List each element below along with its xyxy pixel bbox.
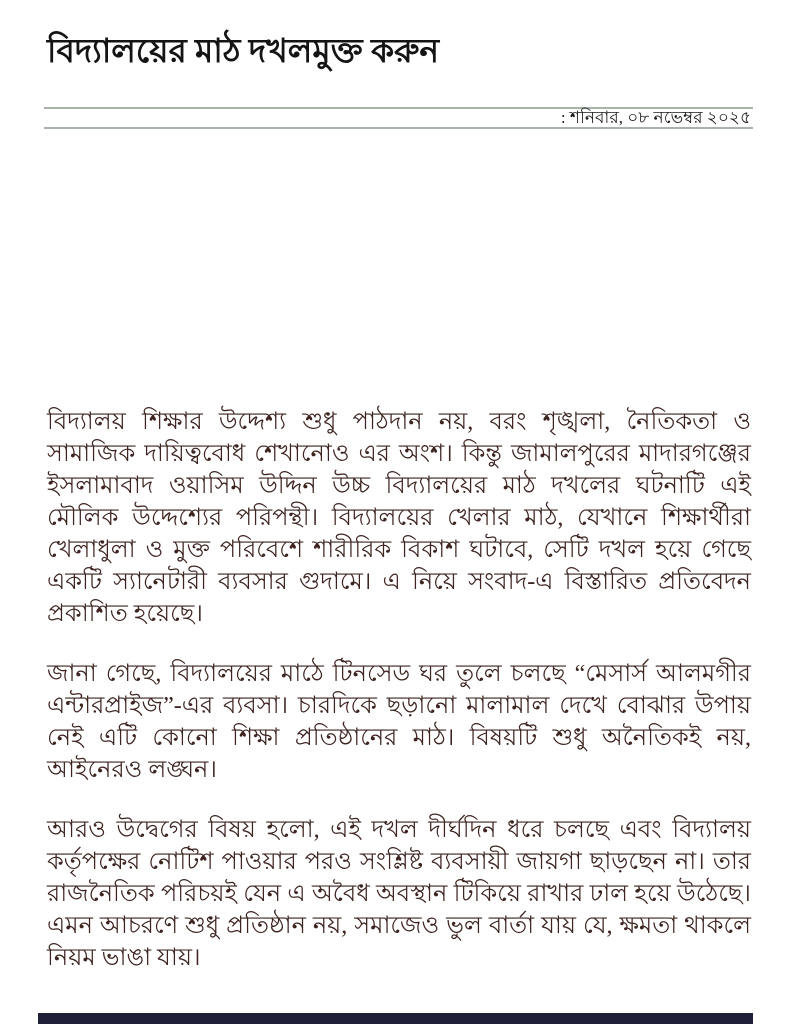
footer-strip bbox=[38, 1013, 753, 1024]
article-paragraph: বিদ্যালয় শিক্ষার উদ্দেশ্য শুধু পাঠদান নয়, বরং শৃঙ্খলা, নৈতিকতা ও সামাজিক দায়িত্ববোধ শেখানোও এর অংশ। কিন্তু জামালপুরের মাদারগঞ্জের ইসলামাবাদ ওয়াসিম উদ্দিন উচ্চ বিদ্যালয়ের মাঠ দখলের ঘটনাটি এই মৌলিক উদ্দেশ্যের পরিপন্থী। বিদ্যালয়ের খেলার মাঠ, যেখানে শিক্ষার্থীরা খেলাধুলা ও মুক্ত পরিবেশে শারীরিক বিকাশ ঘটাবে, সেটি দখল হয়ে গেছে একটি স্যানেটারী ব্যবসার গুদামে। এ নিয়ে সংবাদ-এ বিস্তারিত প্রতিবেদন প্রকাশিত হয়েছে। bbox=[47, 409, 751, 627]
divider-bottom bbox=[44, 127, 753, 129]
article-paragraph: জানা গেছে, বিদ্যালয়ের মাঠে টিনসেড ঘর তুলে চলছে “মেসার্স আলমগীর এন্টারপ্রাইজ”-এর ব্যবসা। চারদিকে ছড়ানো মালামাল দেখে বোঝার উপায় নেই এটি কোনো শিক্ষা প্রতিষ্ঠানের মাঠ। বিষয়টি শুধু অনৈতিকই নয়, আইনেরও লঙ্ঘন। bbox=[47, 661, 751, 783]
publish-date: : শনিবার, ০৮ নভেম্বর ২০২৫ bbox=[560, 108, 751, 127]
article-paragraph: আরও উদ্বেগের বিষয় হলো, এই দখল দীর্ঘদিন ধরে চলছে এবং বিদ্যালয় কর্তৃপক্ষের নোটিশ পাওয়ার পরও সংশ্লিষ্ট ব্যবসায়ী জায়গা ছাড়ছেন না। তার রাজনৈতিক পরিচয়ই যেন এ অবৈধ অবস্থান টিকিয়ে রাখার ঢাল হয়ে উঠেছে। এমন আচরণে শুধু প্রতিষ্ঠান নয়, সমাজেও ভুল বার্তা যায় যে, ক্ষমতা থাকলে নিয়ম ভাঙা যায়। bbox=[47, 817, 751, 971]
article-body bbox=[47, 406, 751, 1002]
page-title: বিদ্যালয়ের মাঠ দখলমুক্ত করুন bbox=[47, 34, 440, 70]
empty-media-area bbox=[44, 132, 753, 408]
